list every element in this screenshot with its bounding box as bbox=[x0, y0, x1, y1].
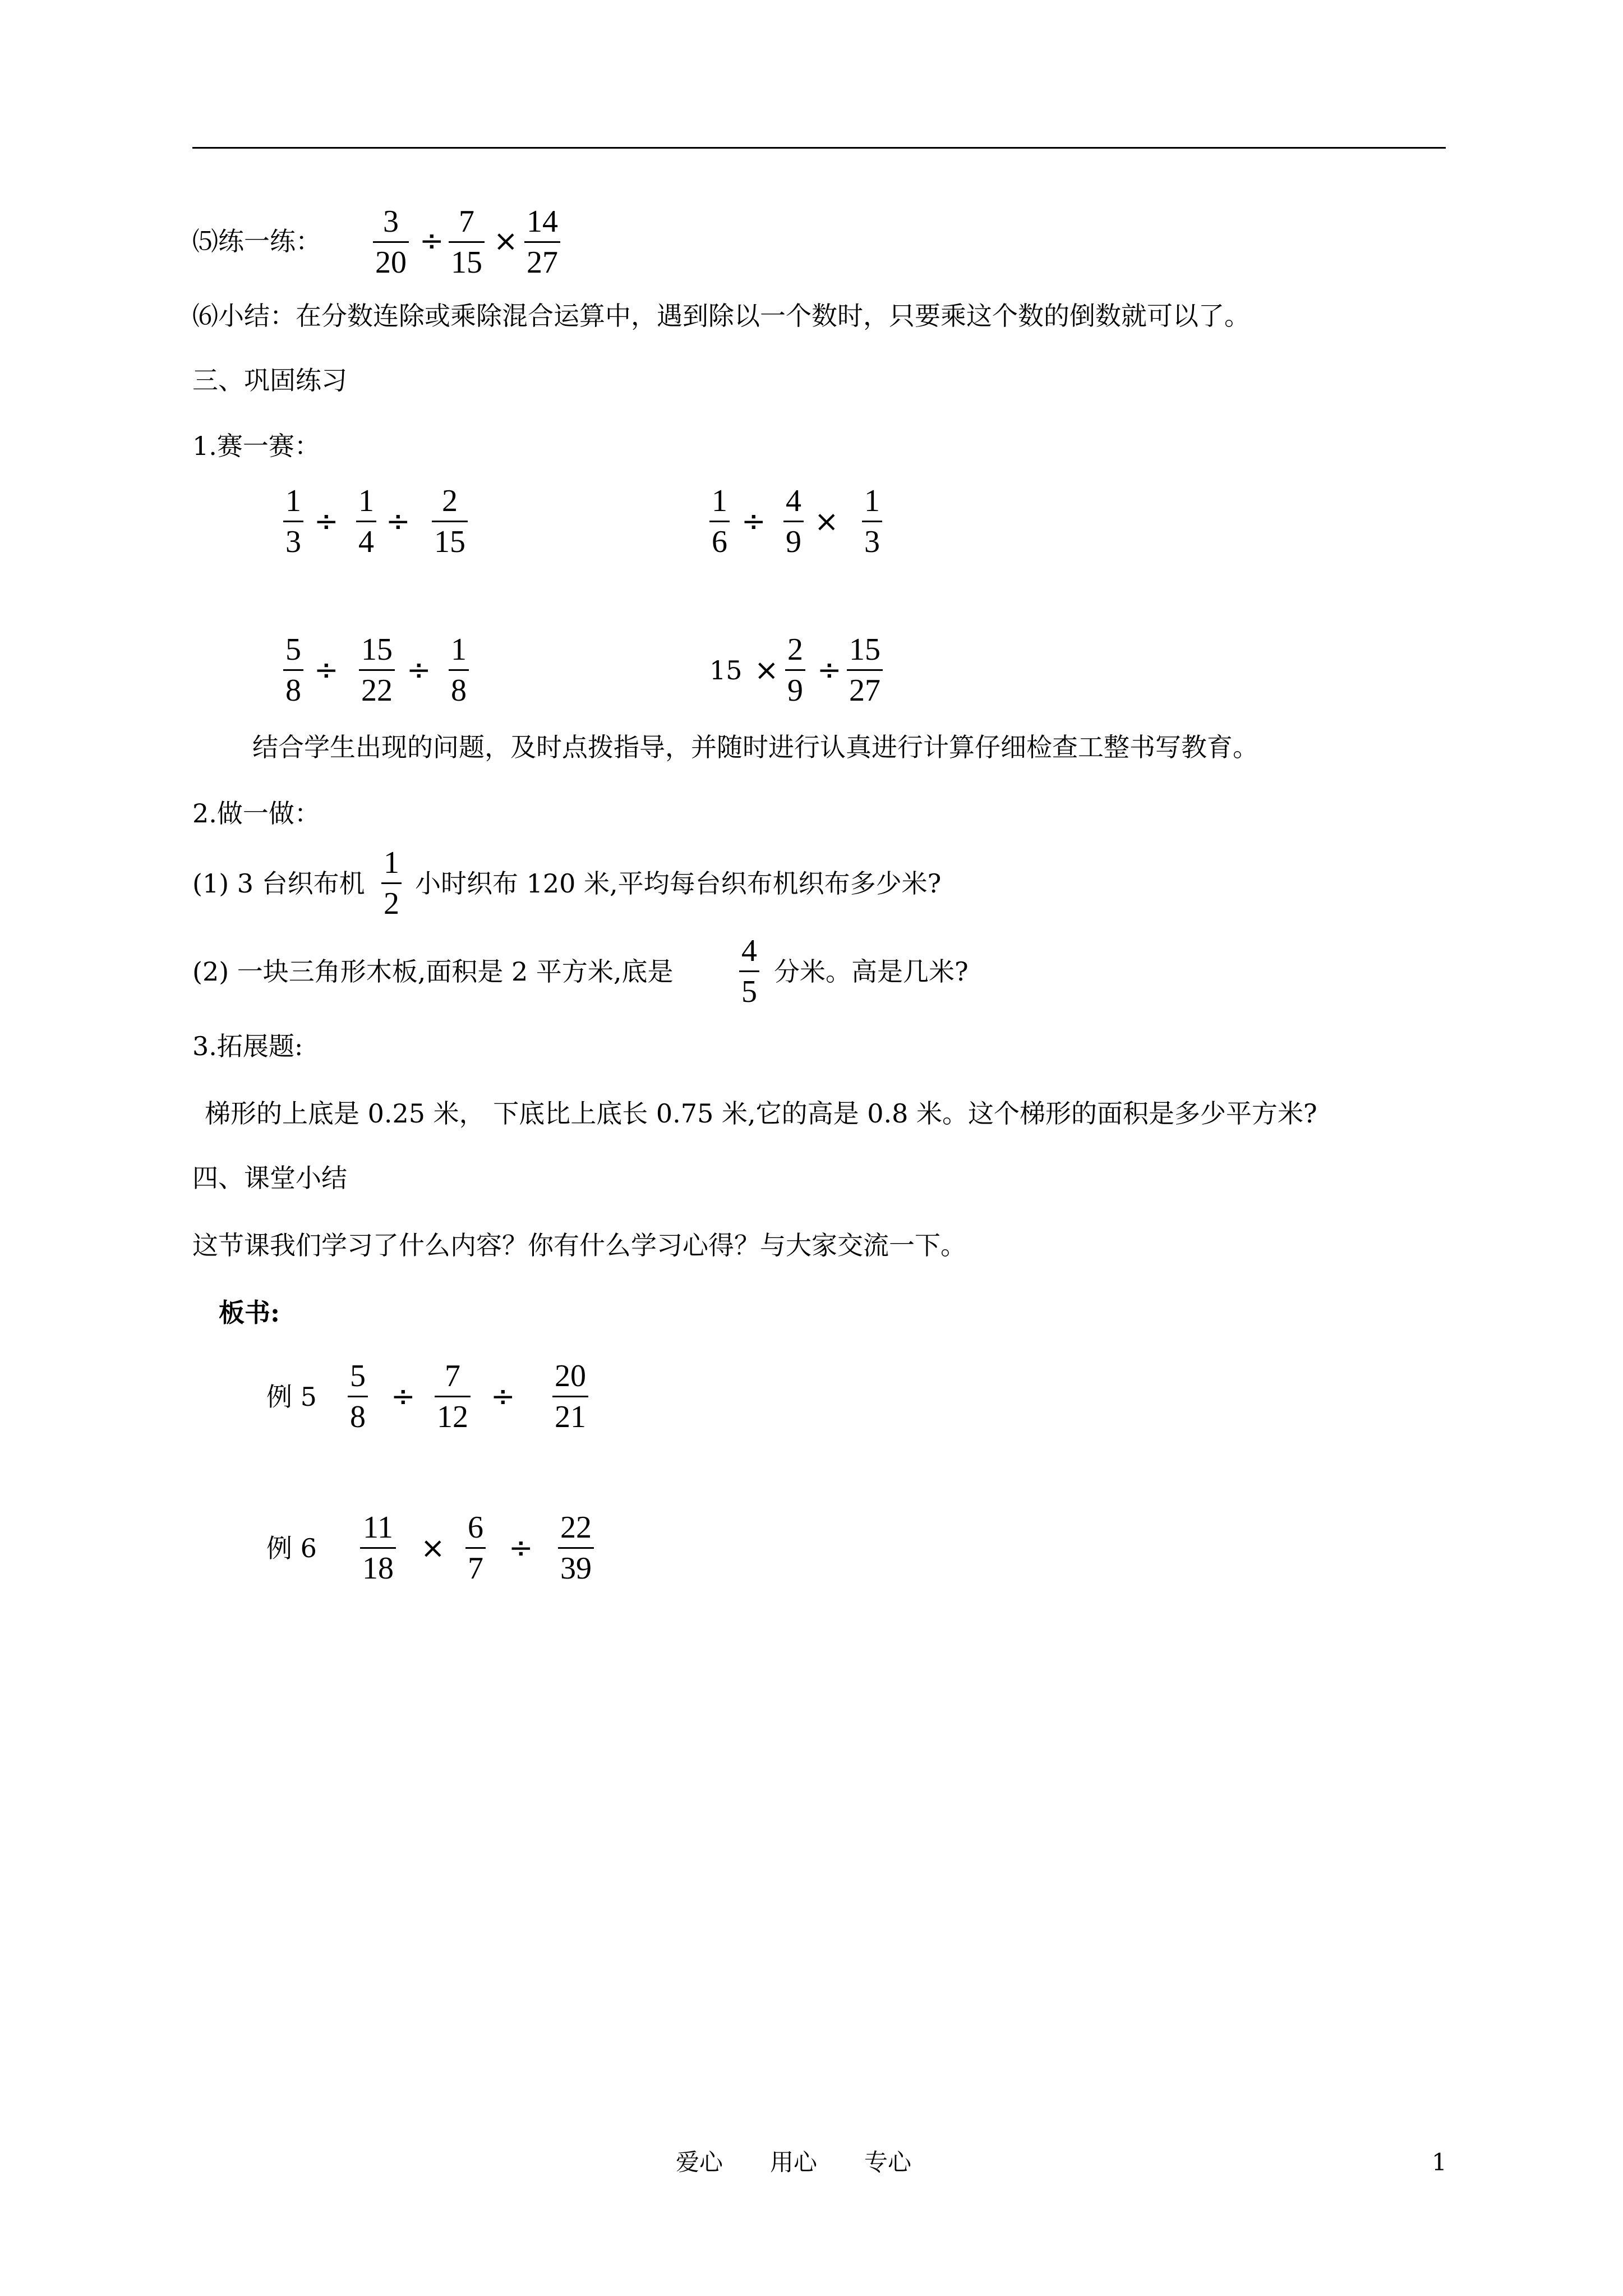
contest-p4-fraction-1 bbox=[785, 631, 805, 709]
q2-fraction bbox=[739, 932, 759, 1010]
denominator: 22 bbox=[361, 673, 393, 708]
denominator: 3 bbox=[864, 524, 880, 559]
board-ex6-fraction-1 bbox=[360, 1509, 396, 1587]
q2-text-after: 分米。高是几米? bbox=[774, 956, 969, 987]
divide-operator: ÷ bbox=[386, 505, 411, 539]
numerator: 22 bbox=[560, 1510, 592, 1545]
contest-p1-fraction-3 bbox=[432, 482, 468, 560]
divide-operator: ÷ bbox=[407, 654, 431, 687]
denominator: 39 bbox=[560, 1551, 592, 1586]
denominator: 3 bbox=[285, 524, 301, 559]
exercise5-label: ⑸练一练： bbox=[192, 226, 321, 256]
numerator: 1 bbox=[712, 484, 727, 518]
denominator: 15 bbox=[451, 245, 482, 280]
board-ex6-fraction-3 bbox=[558, 1509, 594, 1587]
contest-p1-fraction-1 bbox=[283, 482, 303, 560]
contest-p1-fraction-2 bbox=[356, 482, 376, 560]
contest-p2-fraction-1 bbox=[709, 482, 730, 560]
board-title: 板书: bbox=[219, 1297, 280, 1328]
numerator: 15 bbox=[849, 632, 880, 667]
contest-title: 1.赛一赛： bbox=[192, 431, 320, 461]
multiply-operator: × bbox=[754, 654, 779, 687]
numerator: 5 bbox=[350, 1359, 366, 1393]
extension-text: 梯形的上底是 0.25 米， 下底比上底长 0.75 米,它的高是 0.8 米。这个梯形的面积是多少平方米? bbox=[205, 1098, 1317, 1129]
do-it-title: 2.做一做： bbox=[192, 798, 320, 829]
denominator: 18 bbox=[362, 1551, 394, 1586]
numerator: 20 bbox=[555, 1359, 586, 1393]
denominator: 6 bbox=[712, 524, 727, 559]
denominator: 7 bbox=[468, 1551, 483, 1586]
page-number: 1 bbox=[1432, 2148, 1447, 2176]
board-ex5-fraction-2 bbox=[435, 1358, 471, 1435]
numerator: 11 bbox=[363, 1510, 393, 1545]
numerator: 5 bbox=[285, 632, 301, 667]
summary6: ⑹小结：在分数连除或乘除混合运算中，遇到除以一个数时，只要乘这个数的倒数就可以了。 bbox=[192, 301, 1250, 331]
section4-text: 这节课我们学习了什么内容？你有什么学习心得？与大家交流一下。 bbox=[192, 1230, 966, 1260]
divide-operator: ÷ bbox=[491, 1380, 515, 1414]
footer-motto: 爱心 用心 专心 bbox=[676, 2148, 912, 2176]
divide-operator: ÷ bbox=[509, 1531, 533, 1565]
q1-fraction bbox=[381, 844, 402, 922]
board-ex5-fraction-3 bbox=[552, 1358, 588, 1435]
divide-operator: ÷ bbox=[314, 654, 339, 687]
denominator: 12 bbox=[437, 1400, 468, 1434]
contest-note: 结合学生出现的问题，及时点拨指导，并随时进行认真进行计算仔细检查工整书写教育。 bbox=[252, 732, 1258, 762]
denominator: 2 bbox=[384, 886, 399, 921]
numerator: 2 bbox=[787, 632, 803, 667]
denominator: 15 bbox=[434, 524, 465, 559]
divide-operator: ÷ bbox=[741, 505, 766, 539]
numerator: 1 bbox=[451, 632, 467, 667]
denominator: 27 bbox=[849, 673, 880, 708]
multiply-operator: × bbox=[421, 1531, 445, 1565]
header-rule bbox=[192, 147, 1446, 149]
divide-operator: ÷ bbox=[314, 505, 339, 539]
denominator: 5 bbox=[741, 974, 757, 1009]
section3-title: 三、巩固练习 bbox=[192, 365, 347, 395]
denominator: 21 bbox=[555, 1400, 586, 1434]
board-ex6-fraction-2 bbox=[465, 1509, 486, 1587]
contest-p3-fraction-1 bbox=[283, 631, 303, 709]
denominator: 9 bbox=[787, 673, 803, 708]
denominator: 8 bbox=[285, 673, 301, 708]
board-ex5-label: 例 5 bbox=[266, 1382, 317, 1412]
denominator: 4 bbox=[358, 524, 374, 559]
numerator: 7 bbox=[445, 1359, 460, 1393]
denominator: 20 bbox=[375, 245, 407, 280]
board-ex6-label: 例 6 bbox=[266, 1533, 317, 1563]
extension-title: 3.拓展题: bbox=[192, 1031, 303, 1061]
multiply-operator: × bbox=[814, 505, 839, 539]
divide-operator: ÷ bbox=[817, 654, 842, 687]
numerator: 15 bbox=[361, 632, 393, 667]
numerator: 14 bbox=[527, 204, 558, 239]
multiply-operator: × bbox=[494, 224, 518, 258]
numerator: 1 bbox=[384, 845, 399, 880]
contest-p2-fraction-3 bbox=[862, 482, 882, 560]
numerator: 4 bbox=[741, 933, 757, 968]
exercise5-fraction-1 bbox=[373, 203, 409, 281]
exercise5-fraction-3 bbox=[524, 203, 560, 281]
contest-p3-fraction-3 bbox=[449, 631, 469, 709]
section4-title: 四、课堂小结 bbox=[192, 1163, 347, 1193]
numerator: 1 bbox=[358, 484, 374, 518]
contest-p3-fraction-2 bbox=[359, 631, 395, 709]
numerator: 4 bbox=[786, 484, 801, 518]
exercise5-fraction-2 bbox=[449, 203, 485, 281]
divide-operator: ÷ bbox=[419, 224, 444, 258]
numerator: 1 bbox=[285, 484, 301, 518]
numerator: 7 bbox=[459, 204, 474, 239]
q2-text-before: (2) 一块三角形木板,面积是 2 平方米,底是 bbox=[192, 956, 674, 987]
q1-text-before: (1) 3 台织布机 bbox=[192, 868, 365, 899]
denominator: 9 bbox=[786, 524, 801, 559]
contest-p2-fraction-2 bbox=[783, 482, 804, 560]
board-ex5-fraction-1 bbox=[348, 1358, 368, 1435]
denominator: 8 bbox=[451, 673, 467, 708]
denominator: 8 bbox=[350, 1400, 366, 1434]
contest-p4-fraction-2 bbox=[847, 631, 883, 709]
contest-p4-lead-number: 15 bbox=[709, 655, 743, 685]
numerator: 2 bbox=[442, 484, 458, 518]
divide-operator: ÷ bbox=[391, 1380, 416, 1414]
q1-text-after: 小时织布 120 米,平均每台织布机织布多少米? bbox=[415, 868, 942, 899]
numerator: 1 bbox=[864, 484, 880, 518]
numerator: 6 bbox=[468, 1510, 483, 1545]
denominator: 27 bbox=[527, 245, 558, 280]
numerator: 3 bbox=[383, 204, 399, 239]
